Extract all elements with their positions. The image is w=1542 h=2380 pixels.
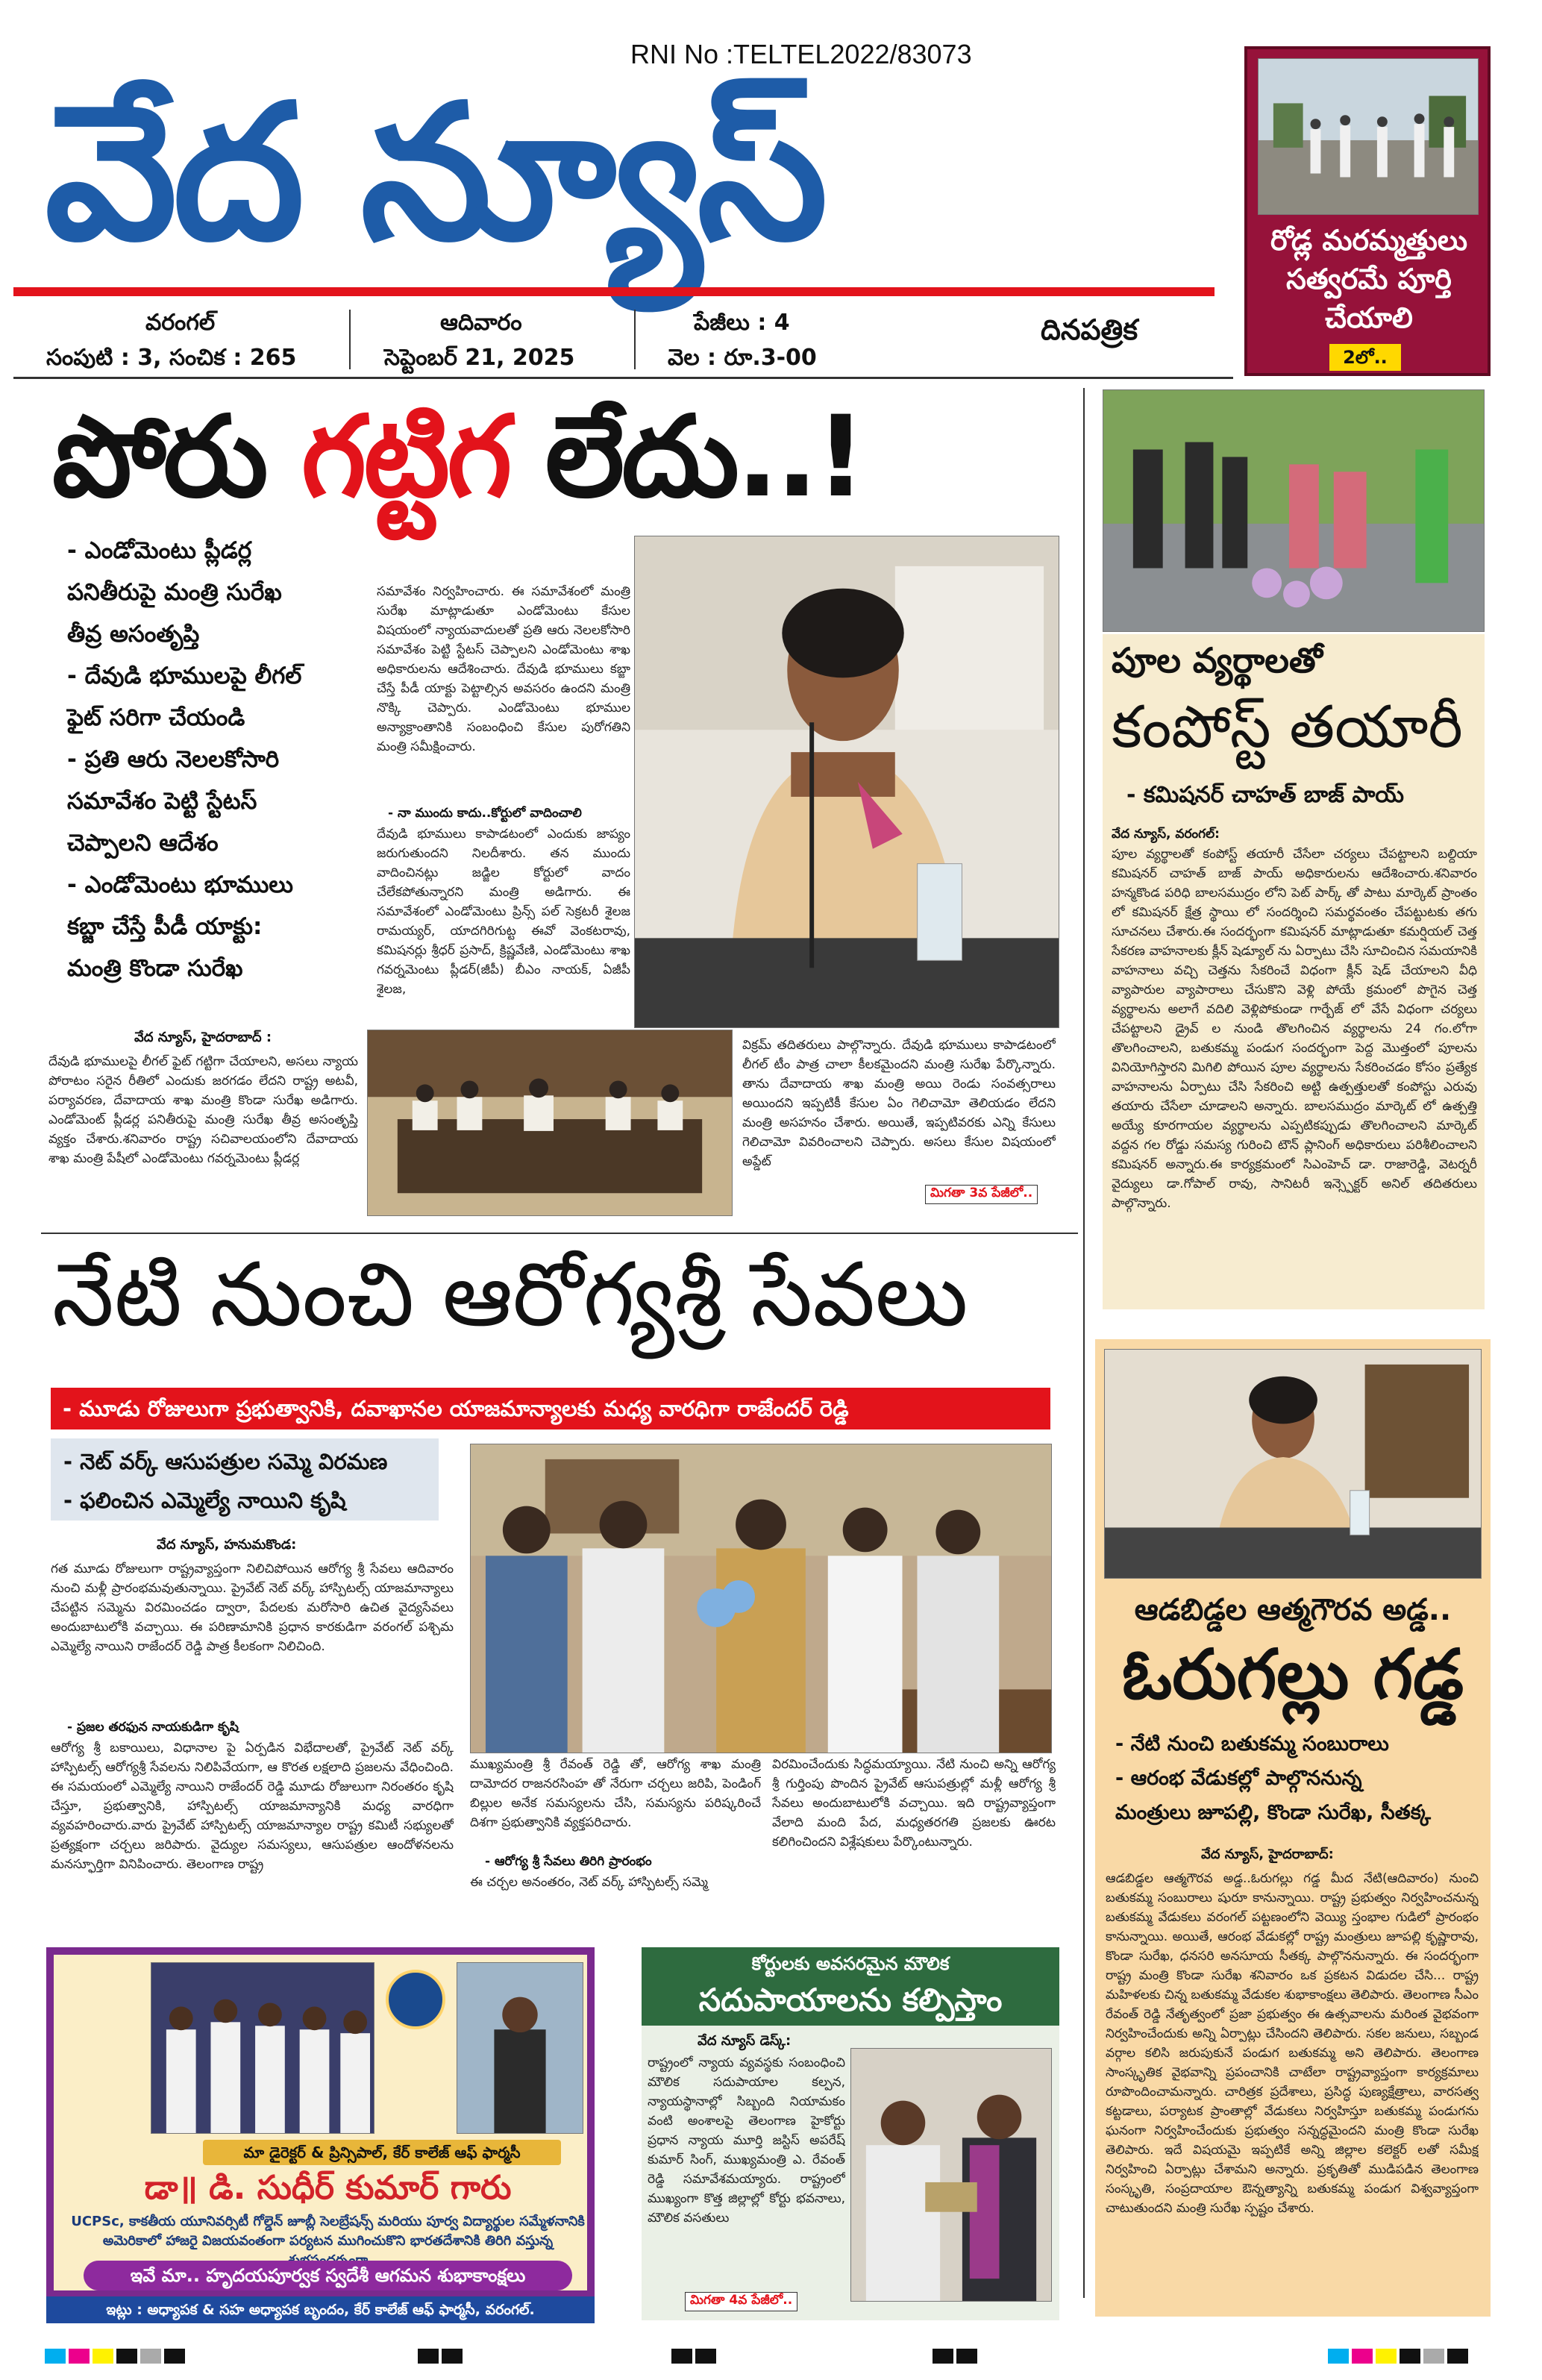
teaser-box[interactable] bbox=[1244, 46, 1491, 376]
lead-bullets: - ఎండోమెంటు ప్లీడర్ల పనితీరుపై మంత్రి సురేఖ తీవ్ర అసంతృప్తి - దేవుడి భూములపై లీగల్ ఫైట్ సరిగా చేయండి - ప్రతి ఆరు నెలలకోసారి సమావేశం పెట్టి స్టేటస్ చెప్పాలని ఆదేశం - ఎండోమెంటు భూములు కబ్జా చేస్తే పీడీ యాక్టు: మంత్రి కొండా సురేఖ bbox=[67, 537, 302, 982]
arogya-body-left: గత మూడు రోజులుగా రాష్ట్రవ్యాప్తంగా నిలిచిపోయిన ఆరోగ్య శ్రీ సేవలు ఆదివారం నుంచి మళ్లీ ప్రారంభమవుతున్నాయి. ప్రైవేట్ నెట్ వర్క్ హాస్పిటల్స్ యాజమాన్యాలు చేపట్టిన సమ్మెను విరమించడం ద్వారా, పేదలకు మరోసారి ఉచిత వైద్యసేవలు అందుబాటులోకి వచ్చాయి. ఈ పరిణామానికి ప్రధాన కారకుడిగా వరంగల్ పశ్చిమ ఎమ్మెల్యే నాయిని రాజేందర్ రెడ్డి పాత్ర కీలకంగా నిలిచింది. bbox=[51, 1562, 454, 1654]
arogya-body-right: విరమించేందుకు సిద్ధమయ్యాయి. నేటి నుంచి అన్ని ఆరోగ్య శ్రీ గుర్తింపు పొందిన ప్రైవేట్ ఆసుపత్రుల్లో మళ్లీ ఆరోగ్య శ్రీ సేవలు అందుబాటులోకి వచ్చాయి. ఇది రాష్ట్రవ్యాప్తంగా వేలాది మంది పేద, మధ్యతరగతి ప్రజలకు ఊరట కలిగించిందని విశ్లేషకులు పేర్కొంటున్నారు. bbox=[772, 1757, 1056, 1850]
arogya-red-strap: - మూడు రోజులుగా ప్రభుత్వానికి, దవాఖానల యాజమాన్యాలకు మధ్య వారధిగా రాజేందర్ రెడ్డి bbox=[51, 1388, 1050, 1429]
ad-name: డా॥ డి. సుధీర్ కుమార్ గారు bbox=[144, 2169, 512, 2207]
bathukamma-body: ఆడబిడ్డల ఆత్మగౌరవ అడ్డ..ఓరుగల్లు గడ్డ మీద నేటి(ఆదివారం) నుంచి బతుకమ్మ సంబురాలు షురూ కానున్నాయి. రాష్ట్ర ప్రభుత్వం నిర్వహించనున్న బతుకమ్మ వేడుకలు వరంగల్ పట్టణంలోని వెయ్యి స్తంభాల గుడిలో ప్రారంభం కానున్నాయి. అయితే, ఆరంభ వేడుకల్లో రాష్ట్ర మంత్రులు జూపల్లి కృష్ణారావు, కొండా సురేఖ, ధనసరి అనసూయ సీతక్క పాల్గొననున్నారు. ఈ సందర్భంగా రాష్ట్ర మంత్రి కొండా సురేఖ శనివారం ఒక ప్రకటన విడుదల చేసి... రాష్ట్ర మహిళలకు చిన్న బతుకమ్మ వేడుకల శుభాకాంక్షలు తెలిపారు. తెలంగాణ సీఎం రేవంత్ రెడ్డి నేతృత్వంలో ప్రజా ప్రభుత్వం ఈ ఉత్సవాలను మరింత వైభవంగా నిర్వహించేందుకు అన్ని ఏర్పాట్లు చేసిందని తెలిపారు. సకల జనులు, సబ్బండ వర్గాల కలిసి జరుపుకునే పండుగ బతుకమ్మ అని తెలిపారు. తెలంగాణ సాంస్కృతిక వైభవాన్ని ప్రపంచానికి చాటేలా రాష్ట్రవ్యాప్తంగా కార్యక్రమాలు రూపొందించామన్నారు. చారిత్రక ప్రదేశాలు, ప్రసిద్ధ పుణ్యక్షేత్రాలు, వారసత్వ కట్టడాలు, పర్యాటక ప్రాంతాల్లో వేడుకలు నిర్వహిస్తూ బతుకమ్మ పండుగను ఘనంగా నిర్వహించేందుకు ప్రభుత్వం సన్నద్ధమైందని మంత్రి కొండా సురేఖ తెలిపారు. ఇదే విషయమై ఇప్పటికే అన్ని జిల్లాల కలెక్టర్ లతో సమీక్ష నిర్వహించి ఏర్పాట్లు చేశామని అన్నారు. ప్రకృతితో ముడిపడిన తెలంగాణ సంస్కృతి, సంప్రదాయాల ఔన్నత్యాన్ని బతుకమ్మ పండుగ విశ్వవ్యాప్తంగా చాటుతుందని మంత్రి సురేఖ స్పష్టం చేశారు. bbox=[1106, 1871, 1479, 2216]
teaser-photo bbox=[1258, 58, 1479, 215]
ad-footer: ఇట్లు : అధ్యాపక & సహ అధ్యాపక బృందం, కేర్ కాలేజ్ ఆఫ్ ఫార్మసీ, వరంగల్. bbox=[46, 2296, 595, 2323]
bathukamma-headline: ఓరుగల్లు గడ్డ bbox=[1121, 1635, 1464, 1714]
section-rule bbox=[41, 1233, 1078, 1234]
info-divider bbox=[634, 310, 636, 369]
lead-body-mid: సమావేశం నిర్వహించారు. ఈ సమావేశంలో మంత్రి సురేఖ మాట్లాడుతూ ఎండోమెంటు కేసుల విషయంలో న్యాయవాదులతో ప్రతి ఆరు నెలలకోసారి సమావేశం పెట్టి స్టేటస్ చెప్పాలని ఎండోమెంటు శాఖ అధికారులను ఆదేశించారు. దేవుడి భూములు కబ్జా చేస్తే పీడీ యాక్టు పెట్టాల్సిన అవసరం ఉందని మంత్రి నొక్కి చెప్పారు. ఎండోమెంటు భూముల అన్యాక్రాంతానికి సంబంధించి కేసుల పురోగతిని మంత్రి సమీక్షించారు. bbox=[377, 584, 630, 754]
teaser-page-tag: 2లో.. bbox=[1329, 344, 1401, 371]
court-body: రాష్ట్రంలో న్యాయ వ్యవస్థకు సంబంధించి మౌలిక సదుపాయాల కల్పన, న్యాయస్థానాల్లో సిబ్బంది నియామకం వంటి అంశాలపై తెలంగాణ హైకోర్టు ప్రధాన న్యాయ మూర్తి జస్టిస్ అపరేష్ కుమార్ సింగ్, ముఖ్యమంత్రి ఎ. రేవంత్ రెడ్డి సమావేశమయ్యారు. రాష్ట్రంలో ముఖ్యంగా కొత్త జిల్లాల్లో కోర్టు భవనాలు, మౌలిక వసతులు bbox=[648, 2055, 845, 2226]
bathukamma-bullets: - నేటి నుంచి బతుకమ్మ సంబురాలు - ఆరంభ వేడుకల్లో పాల్గొననున్న మంత్రులు జూపల్లి, కొండా సురేఖ, సీతక్క bbox=[1115, 1732, 1431, 1824]
newspaper-title: వేద న్యూస్ bbox=[45, 64, 824, 281]
teaser-headline: రోడ్ల మరమ్మత్తులు సత్వరమే పూర్తి చేయాలి bbox=[1270, 224, 1468, 334]
flower-dateline: వేద న్యూస్, వరంగల్: bbox=[1112, 827, 1220, 842]
lead-body-left: దేవుడి భూములపై లీగల్ ఫైట్ గట్టిగా చేయాలని, అసలు న్యాయ పోరాటం సరైన రీతిలో ఎందుకు జరగడం లేదని రాష్ట్ర అటవీ, పర్యావరణ, దేవాదాయ శాఖ మంత్రి కొండా సురేఖ అడిగారు. ఎండోమెంట్ ప్లీడర్ల పనితీరుపై మంత్రి సురేఖ తీవ్ర అసంతృప్తి వ్యక్తం చేశారు.శనివారం రాష్ట్ర సచివాలయంలోని దేవాదాయ శాఖ మంత్రి పేషీలో ఎండోమెంటు గవర్నమెంటు ప్లీడర్ల bbox=[48, 1054, 358, 1166]
court-continued[interactable]: మిగతా 4వ పేజీలో.. bbox=[685, 2292, 797, 2311]
edition-day: ఆదివారం bbox=[440, 310, 522, 336]
arogya-subhead2: - ఆరోగ్య శ్రీ సేవలు తిరిగి ప్రారంభం bbox=[485, 1854, 652, 1869]
lead-headline bbox=[52, 394, 1052, 521]
lead-headline-part3: లేదు..! bbox=[545, 392, 864, 522]
bathukamma-minister-photo bbox=[1104, 1349, 1482, 1579]
registration-bar bbox=[0, 2349, 1542, 2367]
lead-headline-part2: గట్టిగ bbox=[301, 392, 510, 522]
arogya-bullets: - నెట్ వర్క్ ఆసుపత్రుల సమ్మె విరమణ - ఫలించిన ఎమ్మెల్యే నాయిని కృషి bbox=[63, 1449, 388, 1513]
court-kicker: కోర్టులకు అవసరమైన మౌలిక bbox=[751, 1953, 950, 1974]
daily-label: దినపత్రిక bbox=[1041, 313, 1138, 346]
flower-body: పూల వ్యర్థాలతో కంపోస్ట్ తయారీ చేసేలా చర్యలు చేపట్టాలని బల్దియా కమిషనర్ చాహత్ బాజ్ పాయ్ అధికారులను ఆదేశించారు.శనివారం హన్మకొండ పరిధి బాలసముద్రం లోని పెట్ పార్క్ తో పాటు మార్కెట్ ప్రాంతం లో కమిషనర్ క్షేత్ర స్థాయి లో సందర్శించి సమర్థవంతం చేపట్టుటకు తగు సూచనలు చేశారు.ఈ సందర్భంగా కమిషనర్ మాట్లాడుతూ కమర్షియల్ చెత్త సేకరణ వాహనాలకు క్లీన్ షెడ్యూల్ ను ఏర్పాటు చేసి సూచించిన సమయానికి వాహనాలు వచ్చి చెత్తను సేకరించే విధంగా క్లీన్ షెడ్ చేయాలని వీధి వ్యాపారుల వ్యాపారాలు చేసుకొని వెళ్లి పోయే క్రమంలో పొగైన చెత్త వ్యర్థాలను అలాగే వదిలి వెళ్లిపోకుండా గార్బేజ్ లో వేసే విధంగా చర్యలు చేపట్టాలని డ్రైవ్ ల నుండి తొలగించిన వ్యర్థాలను 24 గం.లోగా తొలగించాలని, బతుకమ్మ పండుగ సందర్భంగా పెద్ద మొత్తంలో పూలను వినియోగిస్తారని మిగిలి పోయిన పూల వ్యర్థాలను సేకరించడం కోసం ప్రత్యేక వాహనాలను ఏర్పాటు చేసి సేకరించి అట్టి ఉత్పత్తులతో కంపోస్టు ఎరువు తయారు చేసేలా చూడాలని అన్నారు. బాలసముద్రం మార్కెట్ లో ఉత్పత్తి అయ్యే కూరగాయల వ్యర్థాలను ఎప్పటికప్పుడు తొలగించాలని మార్కెట్ వద్దన గల రోడ్డు సమస్య గురించి టౌన్ ప్లానింగ్ అధికారులు పరిశీలించాలని కమిషనర్ అన్నారు.ఈ కార్యక్రమంలో సిఎంహెచ్ డా. రాజారెడ్డి, వెటర్నరీ వైద్యులు డా.గోపాల్ రావు, సానిటరీ ఇన్స్పెక్టర్ అనిల్ తదితరులు పాల్గొన్నారు. bbox=[1112, 847, 1477, 1211]
price: వెల : రూ.3-00 bbox=[668, 345, 817, 371]
edition-city: వరంగల్ bbox=[145, 310, 216, 336]
bathukamma-dateline: వేద న్యూస్, హైదరాబాద్: bbox=[1201, 1847, 1334, 1862]
masthead-bottom-rule bbox=[13, 377, 1233, 379]
arogya-headline: నేటి నుంచి ఆరోగ్యశ్రీ సేవలు bbox=[52, 1243, 968, 1346]
meeting-photo bbox=[367, 1030, 733, 1216]
mla-meeting-photo bbox=[470, 1444, 1052, 1753]
lead-body-bottom: విక్రమ్ తదితరులు పాల్గొన్నారు. దేవుడి భూములు కాపాడటంలో లీగల్ టీం పాత్ర చాలా కీలకమైందని మంత్రి సురేఖ పేర్కొన్నారు. తాను దేవాదాయ శాఖ మంత్రి అయి రెండు సంవత్సరాలు అయిందని ఇప్పటికీ కేసుల ఏం గెలిచామో తెలియడం లేదని మంత్రి అసహనం చేశారు. అయితే, ఇప్పటివరకు ఎన్ని కేసులు గెలిచామో వివరించాలని చెప్పారు. అసలు కేసుల విషయంలో అప్డేట్ bbox=[742, 1038, 1056, 1169]
court-header bbox=[642, 1947, 1059, 2026]
ad-seal-icon bbox=[386, 1970, 445, 2029]
flower-waste-photo bbox=[1103, 389, 1485, 632]
flower-byline: - కమిషనర్ చాహత్ బాజ్ పాయ్ bbox=[1126, 782, 1404, 808]
bathukamma-kicker: ఆడబిడ్డల ఆత్మగౌరవ అడ్డ.. bbox=[1134, 1593, 1452, 1627]
lead-body-mid2: దేవుడి భూములు కాపాడటంలో ఎందుకు జాప్యం జరుగుతుందని నిలదీశారు. తన ముందు వాదించినట్లు జడ్జిల కోర్టులో వాదం చేలేకపోతున్నారని మంత్రి అడిగారు. ఈ సమావేశంలో ఎండోమెంటు ప్రిన్స్ పల్ సెక్రటరీ శైలజ రామయ్యర్, యాదగిరిగుట్ట ఈవో వెంకటరావు, కమిషనర్లు శ్రీధర్ ప్రసాద్, క్రిష్ణవేణి, ఎండోమెంటు శాఖ గవర్నమెంటు ప్లీడర్(జీపీ) బీఎం నాయక్, ఏజీపీ శైలజ, bbox=[377, 827, 630, 997]
lead-dateline: వేద న్యూస్, హైదరాబాద్ : bbox=[134, 1030, 272, 1045]
arogya-body-mid2: ఈ చర్చల అనంతరం, నెట్ వర్క్ హాస్పిటల్స్ సమ్మె bbox=[470, 1875, 708, 1890]
arogya-dateline: వేద న్యూస్, హనుమకొండ: bbox=[157, 1537, 297, 1553]
info-divider bbox=[349, 310, 351, 369]
lead-continued[interactable]: మిగతా 3వ పేజీలో.. bbox=[925, 1185, 1038, 1204]
ad-banner[interactable] bbox=[46, 1947, 595, 2298]
ad-greeting: ఇవే మా.. హృదయపూర్వక స్వదేశీ ఆగమన శుభాకాంక్షలు bbox=[84, 2261, 572, 2290]
ad-group-photo bbox=[151, 1962, 374, 2134]
court-photo bbox=[850, 2048, 1052, 2302]
flower-headline-large: కంపోస్ట్ తయారీ bbox=[1112, 694, 1463, 761]
arogya-subhead: - ప్రజల తరఫున నాయకుడిగా కృషి bbox=[67, 1720, 239, 1735]
lead-subhead: - నా ముందు కాదు..కోర్టులో వాదించాలి bbox=[388, 806, 582, 821]
rni-number: RNI No :TELTEL2022/83073 bbox=[630, 39, 972, 69]
minister-photo bbox=[634, 536, 1059, 1028]
ad-portrait-photo bbox=[457, 1962, 583, 2134]
edition-date: సెప్టెంబర్ 21, 2025 bbox=[384, 345, 575, 371]
ad-line3: UCPSc, కాకతీయ యూనివర్సిటీ గోల్డెన్ జూబ్లీ సెలబ్రేషన్స్ మరియు పూర్వ విద్యార్థుల సమ్మేళనానికి అమెరికాలో హాజరై విజయవంతంగా పర్యటన ముగించుకొని భారతదేశానికి తిరిగి వస్తున్న bbox=[71, 2214, 585, 2249]
masthead-red-rule bbox=[13, 287, 1215, 296]
lead-headline-part1: పోరు bbox=[52, 392, 266, 522]
arogya-body-mid: ముఖ్యమంత్రి శ్రీ రేవంత్ రెడ్డి తో, ఆరోగ్య శాఖ మంత్రి దామోదర రాజనరసింహ తో నేరుగా చర్చలు జరిపి, పెండింగ్ బిల్లుల అనేక సమస్యలను చేసి, సమస్యను పరిష్కరించే దిశగా ప్రభుత్వానికి వ్యక్తపరిచారు. bbox=[470, 1757, 761, 1830]
volume-issue: సంపుటి : 3, సంచిక : 265 bbox=[46, 345, 297, 371]
column-rule bbox=[1083, 388, 1085, 2298]
court-dateline: వేద న్యూస్ డెస్క్: bbox=[698, 2033, 792, 2049]
page-count: పేజీలు : 4 bbox=[694, 310, 790, 336]
court-headline: సదుపాయాలను కల్పిస్తాం bbox=[698, 1982, 1003, 2018]
ad-line1: మా డైరెక్టర్ & ప్రిన్సిపాల్, కేర్ కాలేజ్ ఆఫ్ ఫార్మసీ bbox=[203, 2140, 561, 2165]
flower-headline-small: పూల వ్యర్థాలతో bbox=[1112, 640, 1323, 680]
arogya-body-left2: ఆరోగ్య శ్రీ బకాయిలు, విధానాల పై ఏర్పడిన విభేదాలతో, ప్రైవేట్ నెట్ వర్క్ హాస్పిటల్స్ ఆరోగ్యశ్రీ సేవలను నిలిపివేయగా, ఆ కొరత లక్షలాది ప్రజలను వేధించింది. ఈ సమయంలో ఎమ్మెల్యే నాయిని రాజేందర్ రెడ్డి మూడు రోజులుగా నిరంతరం కృషి చేస్తూ, ప్రభుత్వానికి, హాస్పిటల్స్ యాజమాన్యానికి మధ్య వారధిగా వ్యవహరించారు.వారు ప్రైవేట్ హాస్పిటల్స్ యాజమాన్యాల రాష్ట్ర కమిటీ సభ్యులతో ప్రత్యక్షంగా చర్చలు జరిపారు. వైద్యుల సమస్యలు, ఆసుపత్రుల ఆందోళనలను మనస్ఫూర్తిగా వినిపించారు. తెలంగాణ రాష్ట్ర bbox=[51, 1741, 454, 1872]
